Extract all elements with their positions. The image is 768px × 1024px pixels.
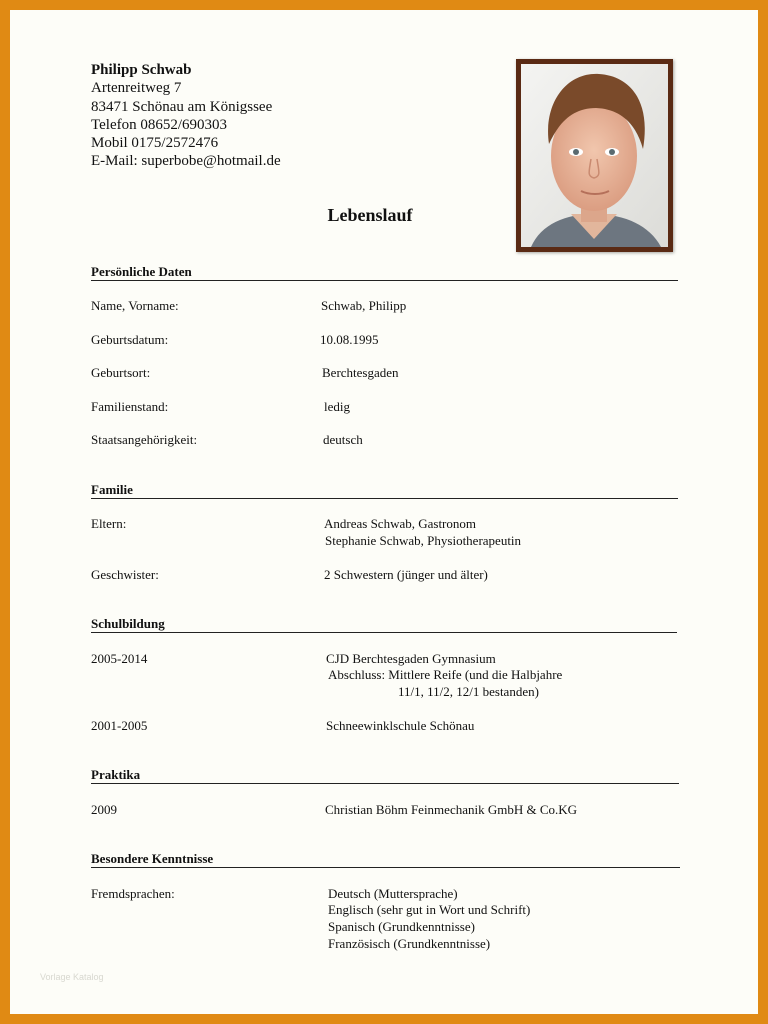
- row-label: Staatsangehörigkeit:: [91, 432, 198, 447]
- row-value: ledig: [324, 399, 350, 414]
- address-street: Artenreitweg 7: [91, 80, 182, 97]
- row-value: Andreas Schwab, Gastronom: [324, 516, 476, 531]
- section-heading-school: Schulbildung: [91, 616, 677, 633]
- email-address: E-Mail: superbobe@hotmail.de: [91, 153, 281, 170]
- watermark: Vorlage Katalog: [40, 972, 104, 982]
- row-label: Fremdsprachen:: [91, 886, 175, 901]
- applicant-photo: [516, 59, 673, 252]
- row-value: Französisch (Grundkenntnisse): [328, 936, 491, 951]
- row-value: Stephanie Schwab, Physiotherapeutin: [325, 533, 522, 548]
- row-label: 2005-2014: [91, 651, 148, 666]
- row-value: Berchtesgaden: [322, 365, 399, 380]
- row-value: Abschluss: Mittlere Reife (und die Halbjahre: [328, 667, 563, 682]
- phone-number: Telefon 08652/690303: [91, 116, 228, 133]
- row-label: 2009: [91, 802, 117, 817]
- row-value: CJD Berchtesgaden Gymnasium: [326, 651, 496, 666]
- row-value: Schneewinklschule Schönau: [326, 718, 475, 733]
- document-title: Lebenslauf: [327, 205, 413, 225]
- row-value: deutsch: [323, 432, 363, 447]
- section-heading-family: Familie: [91, 482, 678, 499]
- row-label: Geburtsdatum:: [91, 332, 169, 347]
- row-label: 2001-2005: [91, 718, 148, 733]
- row-value: 11/1, 11/2, 12/1 bestanden): [398, 684, 539, 699]
- row-value: Christian Böhm Feinmechanik GmbH & Co.KG: [325, 802, 578, 817]
- applicant-name: Philipp Schwab: [91, 62, 192, 78]
- row-value: Deutsch (Muttersprache): [328, 886, 458, 901]
- resume-page: [10, 10, 758, 1014]
- portrait-illustration: [521, 64, 668, 247]
- row-value: Englisch (sehr gut in Wort und Schrift): [328, 902, 531, 917]
- row-label: Name, Vorname:: [91, 298, 179, 313]
- contact-block: [91, 61, 281, 171]
- row-label: Familienstand:: [91, 399, 169, 414]
- row-value: Schwab, Philipp: [321, 298, 407, 313]
- address-city: 83471 Schönau am Königssee: [91, 98, 273, 115]
- section-heading-personal: Persönliche Daten: [91, 264, 678, 281]
- row-label: Geschwister:: [91, 567, 159, 582]
- row-label: Eltern:: [91, 516, 127, 531]
- section-heading-skills: Besondere Kenntnisse: [91, 851, 680, 868]
- row-label: Geburtsort:: [91, 365, 151, 380]
- row-value: 2 Schwestern (jünger und älter): [324, 567, 488, 582]
- section-heading-internships: Praktika: [91, 767, 679, 784]
- row-value: Spanisch (Grundkenntnisse): [328, 919, 475, 934]
- row-value: 10.08.1995: [320, 332, 379, 347]
- mobile-number: Mobil 0175/2572476: [91, 135, 219, 152]
